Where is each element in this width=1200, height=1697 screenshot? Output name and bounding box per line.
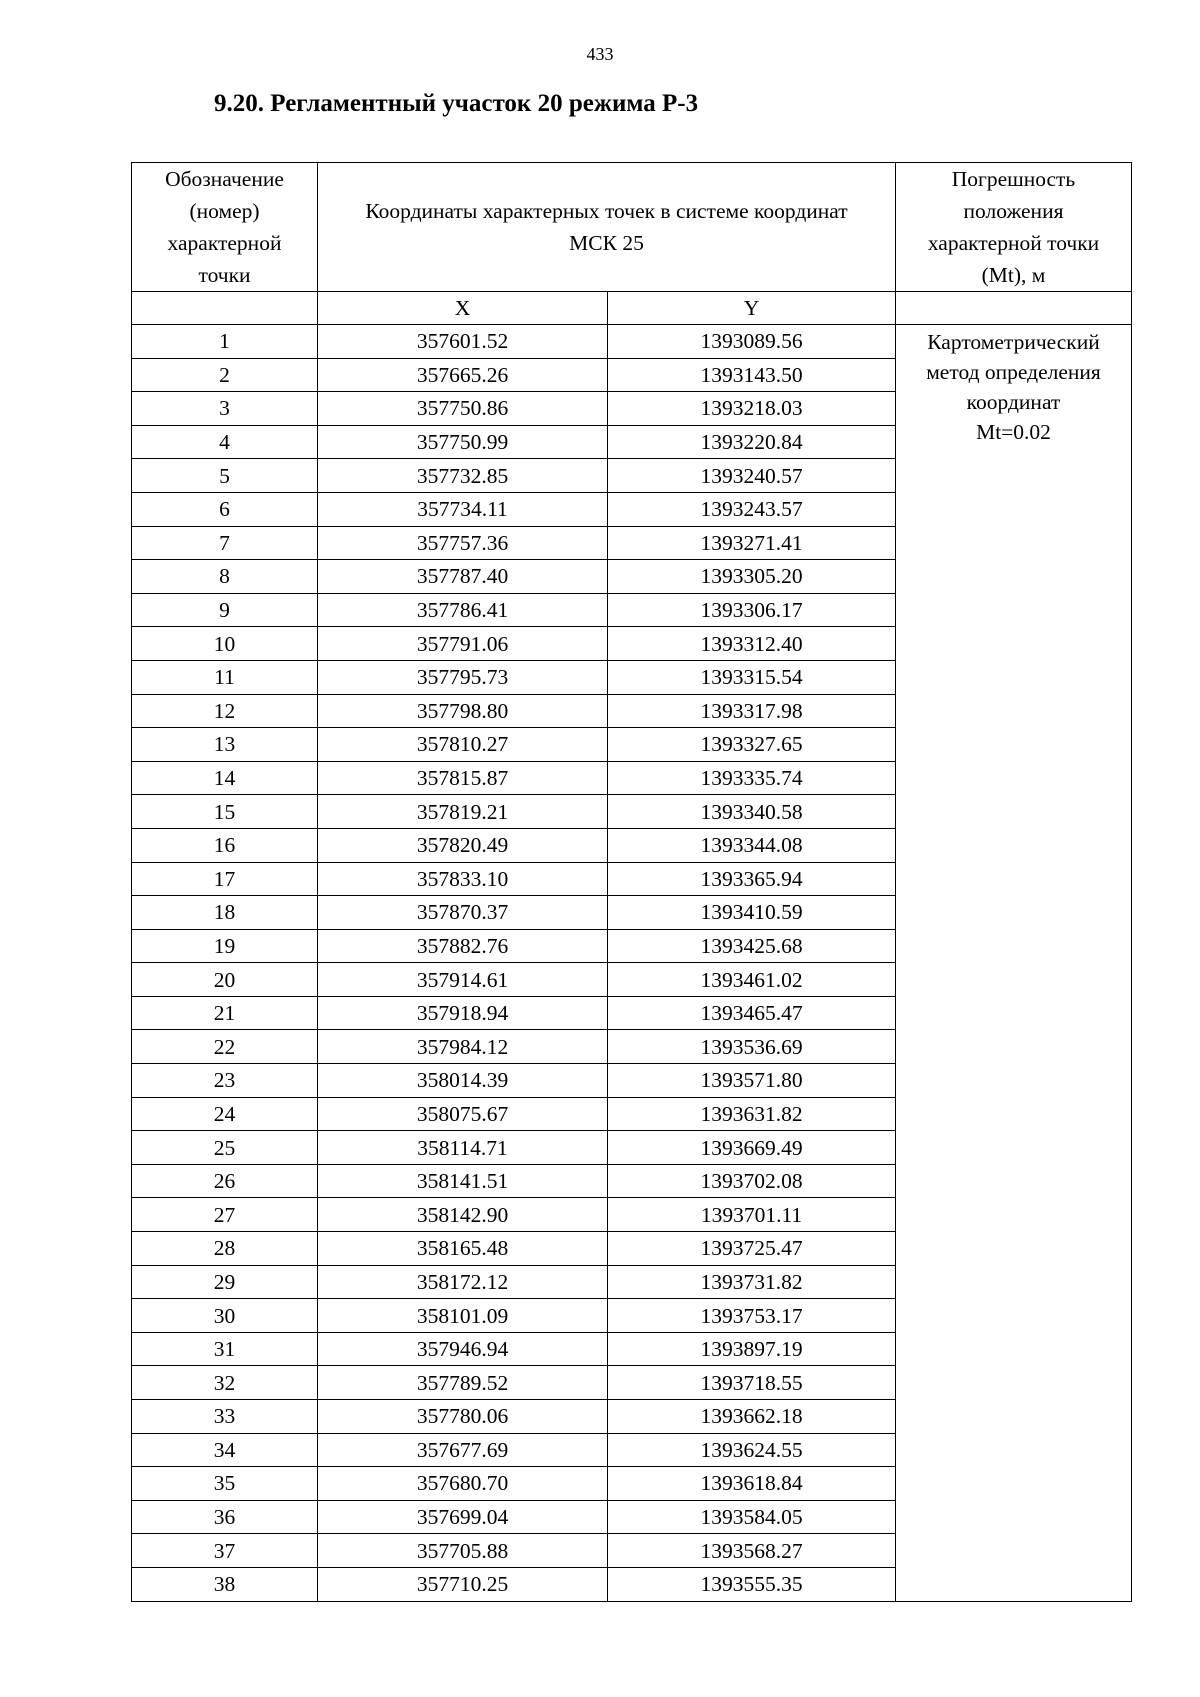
table-header-row (132, 163, 1132, 292)
y-coordinate-cell: 1393271.41 (608, 526, 896, 560)
point-number-cell: 27 (132, 1198, 318, 1232)
y-coordinate-cell: 1393306.17 (608, 593, 896, 627)
x-coordinate-cell: 357810.27 (318, 728, 608, 762)
y-coordinate-cell: 1393218.03 (608, 392, 896, 426)
table-subheader-row (132, 292, 1132, 325)
header-point-number: Обозначение (номер) характерной точки (132, 163, 318, 292)
x-coordinate-cell: 358141.51 (318, 1164, 608, 1198)
point-number-cell: 2 (132, 358, 318, 392)
x-coordinate-cell: 357705.88 (318, 1534, 608, 1568)
x-coordinate-cell: 357757.36 (318, 526, 608, 560)
x-coordinate-cell: 357677.69 (318, 1433, 608, 1467)
point-number-cell: 11 (132, 660, 318, 694)
y-coordinate-cell: 1393410.59 (608, 896, 896, 930)
point-number-cell: 9 (132, 593, 318, 627)
x-coordinate-cell: 358142.90 (318, 1198, 608, 1232)
x-coordinate-cell: 357833.10 (318, 862, 608, 896)
x-coordinate-cell: 357798.80 (318, 694, 608, 728)
y-coordinate-cell: 1393315.54 (608, 660, 896, 694)
y-coordinate-cell: 1393243.57 (608, 492, 896, 526)
point-number-cell: 23 (132, 1064, 318, 1098)
x-coordinate-cell: 357791.06 (318, 627, 608, 661)
header-y: Y (608, 292, 896, 325)
point-number-cell: 30 (132, 1299, 318, 1333)
y-coordinate-cell: 1393312.40 (608, 627, 896, 661)
point-number-cell: 14 (132, 761, 318, 795)
y-coordinate-cell: 1393536.69 (608, 1030, 896, 1064)
point-number-cell: 13 (132, 728, 318, 762)
point-number-cell: 21 (132, 996, 318, 1030)
y-coordinate-cell: 1393317.98 (608, 694, 896, 728)
x-coordinate-cell: 357680.70 (318, 1467, 608, 1501)
point-number-cell: 5 (132, 459, 318, 493)
x-coordinate-cell: 357780.06 (318, 1400, 608, 1434)
x-coordinate-cell: 357882.76 (318, 929, 608, 963)
y-coordinate-cell: 1393344.08 (608, 828, 896, 862)
error-method-text: Картометрический метод определения координат Mt=0.02 (926, 330, 1101, 444)
point-number-cell: 31 (132, 1332, 318, 1366)
x-coordinate-cell: 357914.61 (318, 963, 608, 997)
point-number-cell: 19 (132, 929, 318, 963)
x-coordinate-cell: 357734.11 (318, 492, 608, 526)
point-number-cell: 24 (132, 1097, 318, 1131)
x-coordinate-cell: 357820.49 (318, 828, 608, 862)
y-coordinate-cell: 1393731.82 (608, 1265, 896, 1299)
y-coordinate-cell: 1393725.47 (608, 1232, 896, 1266)
point-number-cell: 10 (132, 627, 318, 661)
x-coordinate-cell: 358172.12 (318, 1265, 608, 1299)
y-coordinate-cell: 1393618.84 (608, 1467, 896, 1501)
point-number-cell: 1 (132, 325, 318, 359)
x-coordinate-cell: 358075.67 (318, 1097, 608, 1131)
point-number-cell: 25 (132, 1131, 318, 1165)
point-number-cell: 12 (132, 694, 318, 728)
y-coordinate-cell: 1393571.80 (608, 1064, 896, 1098)
x-coordinate-cell: 358114.71 (318, 1131, 608, 1165)
point-number-cell: 7 (132, 526, 318, 560)
y-coordinate-cell: 1393568.27 (608, 1534, 896, 1568)
y-coordinate-cell: 1393220.84 (608, 425, 896, 459)
y-coordinate-cell: 1393701.11 (608, 1198, 896, 1232)
point-number-cell: 28 (132, 1232, 318, 1266)
y-coordinate-cell: 1393143.50 (608, 358, 896, 392)
y-coordinate-cell: 1393425.68 (608, 929, 896, 963)
point-number-cell: 16 (132, 828, 318, 862)
y-coordinate-cell: 1393340.58 (608, 795, 896, 829)
y-coordinate-cell: 1393584.05 (608, 1500, 896, 1534)
point-number-cell: 26 (132, 1164, 318, 1198)
x-coordinate-cell: 357789.52 (318, 1366, 608, 1400)
x-coordinate-cell: 357787.40 (318, 560, 608, 594)
x-coordinate-cell: 358101.09 (318, 1299, 608, 1333)
point-number-cell: 17 (132, 862, 318, 896)
y-coordinate-cell: 1393669.49 (608, 1131, 896, 1165)
x-coordinate-cell: 357984.12 (318, 1030, 608, 1064)
x-coordinate-cell: 357815.87 (318, 761, 608, 795)
x-coordinate-cell: 357786.41 (318, 593, 608, 627)
x-coordinate-cell: 357946.94 (318, 1332, 608, 1366)
point-number-cell: 22 (132, 1030, 318, 1064)
subheader-empty (132, 292, 318, 325)
point-number-cell: 15 (132, 795, 318, 829)
x-coordinate-cell: 357699.04 (318, 1500, 608, 1534)
point-number-cell: 3 (132, 392, 318, 426)
point-number-cell: 8 (132, 560, 318, 594)
x-coordinate-cell: 357710.25 (318, 1567, 608, 1601)
y-coordinate-cell: 1393305.20 (608, 560, 896, 594)
point-number-cell: 35 (132, 1467, 318, 1501)
y-coordinate-cell: 1393702.08 (608, 1164, 896, 1198)
point-number-cell: 33 (132, 1400, 318, 1434)
point-number-cell: 29 (132, 1265, 318, 1299)
x-coordinate-cell: 357918.94 (318, 996, 608, 1030)
header-position-error: Погрешность положения характерной точки (Mt), м (896, 163, 1132, 292)
x-coordinate-cell: 357870.37 (318, 896, 608, 930)
y-coordinate-cell: 1393897.19 (608, 1332, 896, 1366)
table-row (132, 325, 1132, 359)
y-coordinate-cell: 1393624.55 (608, 1433, 896, 1467)
y-coordinate-cell: 1393465.47 (608, 996, 896, 1030)
page-number: 433 (586, 44, 614, 64)
header-coordinates: Координаты характерных точек в системе координат МСК 25 (318, 163, 896, 292)
y-coordinate-cell: 1393240.57 (608, 459, 896, 493)
y-coordinate-cell: 1393718.55 (608, 1366, 896, 1400)
point-number-cell: 34 (132, 1433, 318, 1467)
point-number-cell: 20 (132, 963, 318, 997)
point-number-cell: 6 (132, 492, 318, 526)
y-coordinate-cell: 1393753.17 (608, 1299, 896, 1333)
point-number-cell: 32 (132, 1366, 318, 1400)
point-number-cell: 38 (132, 1567, 318, 1601)
x-coordinate-cell: 358165.48 (318, 1232, 608, 1266)
y-coordinate-cell: 1393631.82 (608, 1097, 896, 1131)
section-title: 9.20. Регламентный участок 20 режима Р-3 (214, 90, 699, 117)
x-coordinate-cell: 357601.52 (318, 325, 608, 359)
point-number-cell: 4 (132, 425, 318, 459)
x-coordinate-cell: 357795.73 (318, 660, 608, 694)
y-coordinate-cell: 1393662.18 (608, 1400, 896, 1434)
subheader-empty (896, 292, 1132, 325)
y-coordinate-cell: 1393327.65 (608, 728, 896, 762)
error-method-cell (896, 325, 1132, 1602)
y-coordinate-cell: 1393365.94 (608, 862, 896, 896)
x-coordinate-cell: 357819.21 (318, 795, 608, 829)
point-number-cell: 18 (132, 896, 318, 930)
y-coordinate-cell: 1393461.02 (608, 963, 896, 997)
y-coordinate-cell: 1393555.35 (608, 1567, 896, 1601)
header-x: X (318, 292, 608, 325)
x-coordinate-cell: 358014.39 (318, 1064, 608, 1098)
x-coordinate-cell: 357750.86 (318, 392, 608, 426)
x-coordinate-cell: 357732.85 (318, 459, 608, 493)
y-coordinate-cell: 1393089.56 (608, 325, 896, 359)
coordinates-table (131, 162, 1132, 1602)
point-number-cell: 36 (132, 1500, 318, 1534)
point-number-cell: 37 (132, 1534, 318, 1568)
x-coordinate-cell: 357665.26 (318, 358, 608, 392)
x-coordinate-cell: 357750.99 (318, 425, 608, 459)
y-coordinate-cell: 1393335.74 (608, 761, 896, 795)
